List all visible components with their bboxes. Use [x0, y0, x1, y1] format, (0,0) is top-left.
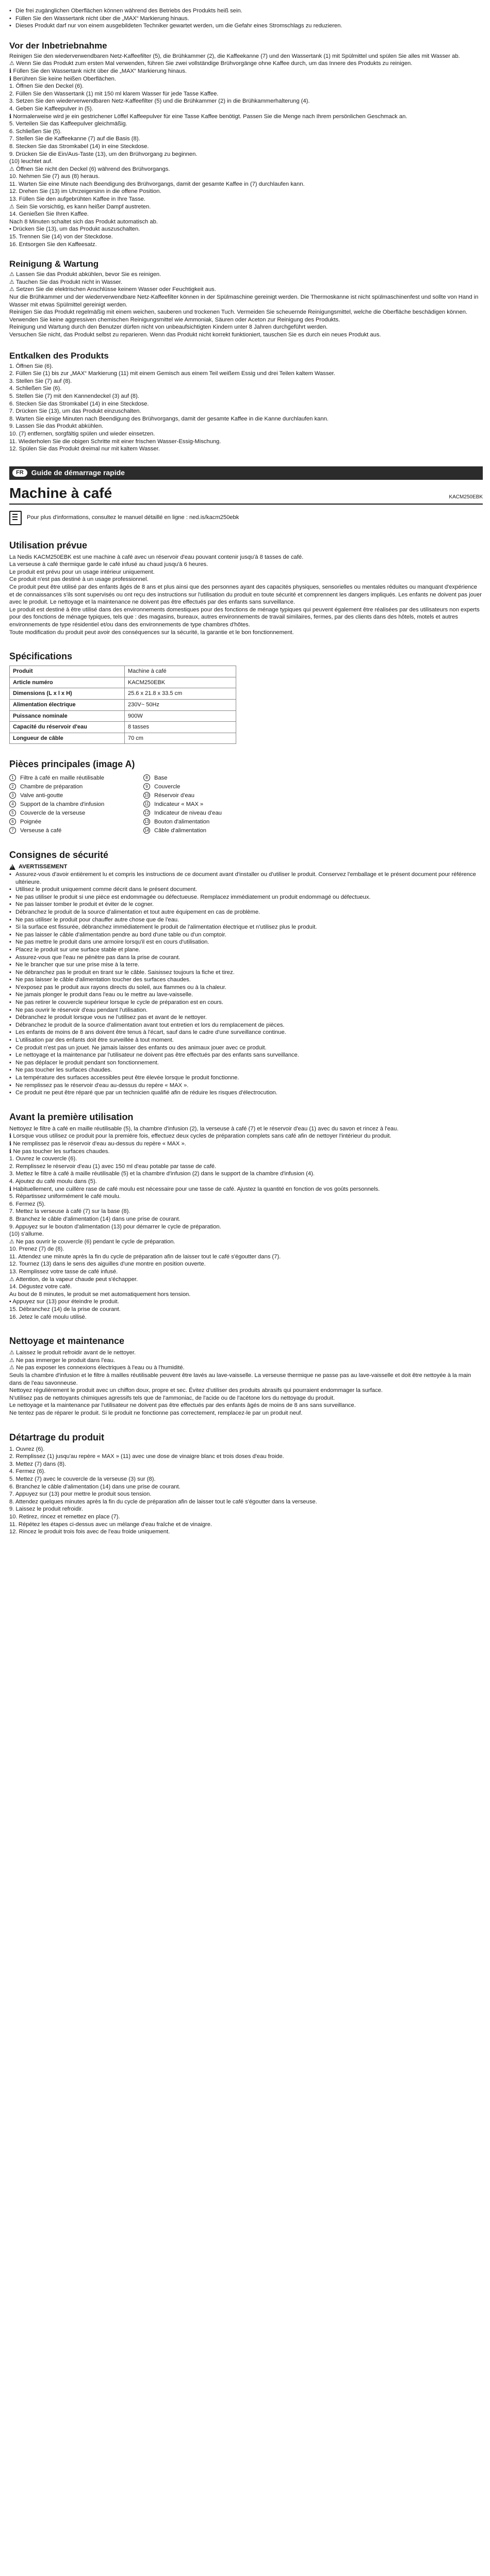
text-line: 4. Schließen Sie (6).: [9, 385, 62, 392]
text-line: 2. Füllen Sie (1) bis zur „MAX“ Markierung (11) mit einem Gemisch aus einem Teil weißem Essig und drei Teilen kaltem Wasser.: [9, 370, 335, 377]
text-line: 8. Stecken Sie das Stromkabel (14) in eine Steckdose.: [9, 143, 149, 150]
text-line: 4. Fermez (6).: [9, 1468, 46, 1475]
text-line: 2. Füllen Sie den Wassertank (1) mit 150 ml klarem Wasser für jede Tasse Kaffee.: [9, 90, 219, 97]
part-number: 2: [9, 783, 16, 790]
text-line: • Ne pas retirer le couvercle supérieur lorsque le cycle de préparation est en cours.: [9, 999, 483, 1007]
part-item: [9, 773, 143, 782]
text-line: 11. Warten Sie eine Minute nach Beendigung des Brühvorgangs, damit der gesamte Kaffee in (7) durchlaufen kann.: [9, 181, 305, 187]
part-label: Filtre à café en maille réutilisable: [20, 774, 104, 781]
part-label: Verseuse à café: [20, 827, 62, 834]
text-line: • Ne pas laisser le câble d'alimentation pendre au bord d'une table ou d'un comptoir.: [9, 931, 483, 939]
text-line: • N'exposez pas le produit aux rayons directs du soleil, aux flammes ou à la chaleur.: [9, 984, 483, 992]
de-first-use-steps: [9, 60, 483, 248]
text-line: 4. Geben Sie Kaffeepulver in (5).: [9, 105, 93, 112]
part-number: 14: [143, 827, 150, 834]
text-line: • Ne pas laisser tomber le produit et éviter de le cogner.: [9, 901, 483, 909]
de-top-bullets: [9, 7, 483, 30]
text-line: • Ne le brancher que sur une prise mise à la terre.: [9, 961, 483, 969]
part-label: Poignée: [20, 818, 42, 825]
text-line: • Assurez-vous d'avoir entièrement lu et compris les instructions de ce document avant d'installer ou d'utiliser le produit. Conservez l'emballage et le présent document pour référence ultérieure.: [9, 871, 483, 886]
spec-key: Capacité du réservoir d'eau: [10, 722, 125, 733]
text-line: • Ne pas utiliser le produit pour chauffer autre chose que de l'eau.: [9, 916, 483, 924]
text-line: • Ne pas mettre le produit dans une armoire lorsqu'il est en cours d'utilisation.: [9, 938, 483, 946]
language-badge: FR: [12, 469, 27, 477]
text-line: Nur die Brühkammer und der wiederverwendbare Netz-Kaffeefilter können in der Spülmaschine gereinigt werden. Die Thermoskanne ist nicht spülmaschinenfest und sollte von Hand in Wasser mit etwas Spülmittel gereinigt werden.: [9, 294, 479, 308]
text-line: 11. Répétez les étapes ci-dessus avec un mélange d'eau fraîche et de vinaigre.: [9, 1521, 213, 1528]
language-bar: [9, 466, 483, 480]
text-line: 7. Mettez la verseuse à café (7) sur la base (8).: [9, 1208, 130, 1215]
part-label: Réservoir d'eau: [154, 792, 195, 799]
text-line: • Ne pas utiliser le produit si une pièce est endommagée ou défectueuse. Remplacez immédiatement un produit endommagé ou défectueux.: [9, 894, 483, 901]
text-line: La Nedis KACM250EBK est une machine à café avec un réservoir d'eau pouvant contenir jusqu'à 8 tasses de café.: [9, 554, 304, 560]
spec-key: Puissance nominale: [10, 710, 125, 722]
part-label: Bouton d'alimentation: [154, 818, 210, 825]
language-bar-title: Guide de démarrage rapide: [31, 468, 125, 477]
part-number: 12: [143, 809, 150, 816]
text-line: • Ne pas ouvrir le réservoir d'eau pendant l'utilisation.: [9, 1007, 483, 1014]
spec-row: [10, 677, 236, 688]
fr-safety-list: [9, 871, 483, 1097]
section-heading: Utilisation prévue: [9, 540, 88, 550]
part-number: 1: [9, 774, 16, 781]
text-line: 13. Füllen Sie den aufgebrühten Kaffee in Ihre Tasse.: [9, 196, 145, 203]
text-line: 8. Branchez le câble d'alimentation (14) dans une prise de courant.: [9, 1216, 181, 1222]
text-line: 16. Entsorgen Sie den Kaffeesatz.: [9, 241, 97, 248]
text-line: 3. Mettez le filtre à café à maille réutilisable (5) et la chambre d'infusion (2) dans le support de la chambre d'infusion (4).: [9, 1171, 315, 1177]
part-item: [143, 782, 277, 791]
text-line: 13. Remplissez votre tasse de café infusé.: [9, 1269, 118, 1275]
part-item: [143, 826, 277, 835]
spec-value: 230V~ 50Hz: [125, 700, 236, 711]
text-line: • Drücken Sie (13), um das Produkt auszuschalten.: [9, 226, 140, 233]
text-line: Reinigung und Wartung durch den Benutzer dürfen nicht von unbeaufsichtigten Kindern unter 8 Jahren durchgeführt werden.: [9, 324, 328, 331]
section-heading: Avant la première utilisation: [9, 1111, 134, 1122]
parts-column-left: [9, 773, 143, 835]
text-line: • Ne débranchez pas le produit en tirant sur le câble. Saisissez toujours la fiche et tirez.: [9, 969, 483, 977]
text-line: 9. Drücken Sie die Ein/Aus-Taste (13), um den Brühvorgang zu beginnen.: [9, 151, 198, 157]
text-line: • L'utilisation par des enfants doit être surveillée à tout moment.: [9, 1036, 483, 1044]
text-line: • La température des surfaces accessibles peut être élevée lorsque le produit fonctionne.: [9, 1074, 483, 1082]
text-line: 10. (7) entfernen, sorgfältig spülen und wieder einsetzen.: [9, 430, 155, 437]
text-line: 15. Trennen Sie (14) von der Steckdose.: [9, 234, 113, 240]
text-line: 3. Setzen Sie den wiederverwendbaren Netz-Kaffeefilter (5) und die Brühkammer (2) in die Brühkammerhalterung (4).: [9, 98, 310, 105]
text-line: 3. Stellen Sie (7) auf (8).: [9, 378, 72, 384]
part-item: [143, 791, 277, 800]
divider: [9, 504, 483, 505]
text-line: Nettoyez régulièrement le produit avec un chiffon doux, propre et sec. Évitez d'utiliser des produits abrasifs qui pourraient endommager la surface.: [9, 1387, 383, 1394]
part-number: 8: [143, 774, 150, 781]
text-line: • Débranchez le produit de la source d'alimentation et tout autre équipement en cas de problème.: [9, 909, 483, 916]
text-line: 7. Appuyez sur (13) pour mettre le produit sous tension.: [9, 1491, 152, 1498]
text-line: ℹ Füllen Sie den Wassertank nicht über die „MAX“ Markierung hinaus.: [9, 68, 187, 74]
text-line: 12. Rincez le produit trois fois avec de l'eau froide uniquement.: [9, 1529, 170, 1535]
text-line: 5. Mettez (7) avec le couvercle de la verseuse (3) sur (8).: [9, 1476, 156, 1482]
fr-intended-use: [9, 554, 483, 637]
text-line: 1. Öffnen Sie (6).: [9, 363, 53, 369]
text-line: Nach 8 Minuten schaltet sich das Produkt automatisch ab.: [9, 218, 158, 225]
text-line: 9. Lassen Sie das Produkt abkühlen.: [9, 423, 104, 430]
text-line: ⚠ Ne pas exposer les connexions électriques à l'eau ou à l'humidité.: [9, 1365, 185, 1371]
text-line: 4. Ajoutez du café moulu dans (5).: [9, 1178, 97, 1185]
text-line: Le nettoyage et la maintenance par l'utilisateur ne doivent pas être effectués par des enfants âgés de moins de 8 ans sans surveillance.: [9, 1402, 356, 1409]
part-label: Base: [154, 774, 168, 781]
text-line: • Die frei zugänglichen Oberflächen können während des Betriebs des Produkts heiß sein.: [9, 7, 483, 15]
text-line: 12. Spülen Sie das Produkt dreimal nur mit kaltem Wasser.: [9, 446, 160, 452]
part-item: [143, 808, 277, 817]
text-line: Le produit est destiné à être utilisé dans des environnements domestiques pour des fonctions de ménage typiques qui peuvent également être réalisées par des utilisateurs non experts pour des fonctions de ménage typiques, tels que : des magasins, bureaux, autres environnements de travail similaires, fermes, par des clients dans des hôtels, motels et autres environnements de type résidentiel et/ou dans des environnements de type chambres d'hôtes.: [9, 606, 480, 628]
text-line: N'utilisez pas de nettoyants chimiques agressifs tels que de l'ammoniac, de l'acide ou de l'acétone lors du nettoyage du produit.: [9, 1395, 335, 1401]
spec-row: [10, 666, 236, 677]
part-number: 9: [143, 783, 150, 790]
text-line: (10) leuchtet auf.: [9, 158, 53, 165]
text-line: 1. Öffnen Sie den Deckel (6).: [9, 83, 84, 90]
text-line: 1. Ouvrez le couvercle (6).: [9, 1156, 77, 1162]
parts-column-right: [143, 773, 277, 835]
spec-table: [9, 666, 236, 744]
text-line: 15. Débranchez (14) de la prise de courant.: [9, 1306, 121, 1313]
product-title: Machine à café: [9, 484, 112, 501]
text-line: 8. Warten Sie einige Minuten nach Beendigung des Brühvorgangs, damit der gesamte Kaffee in die Kanne durchlaufen kann.: [9, 415, 329, 422]
spec-key: Produit: [10, 666, 125, 677]
de-descale-steps: [9, 363, 483, 453]
section-heading: Consignes de sécurité: [9, 850, 109, 861]
section-heading: Détartrage du produit: [9, 1432, 105, 1443]
text-line: 6. Schließen Sie (5).: [9, 128, 62, 135]
part-number: 7: [9, 827, 16, 834]
spec-key: Alimentation électrique: [10, 700, 125, 711]
text-line: • Füllen Sie den Wassertank nicht über die „MAX“ Markierung hinaus.: [9, 15, 483, 23]
text-line: 6. Fermez (5).: [9, 1201, 46, 1207]
text-line: ℹ Ne remplissez pas le réservoir d'eau au-dessus du repère « MAX ».: [9, 1140, 186, 1147]
part-item: [9, 826, 143, 835]
part-number: 3: [9, 792, 16, 799]
text-line: ⚠ Ne pas ouvrir le couvercle (6) pendant le cycle de préparation.: [9, 1238, 175, 1245]
text-line: Ce produit n'est pas destiné à un usage professionnel.: [9, 576, 149, 583]
text-line: (10) s'allume.: [9, 1231, 44, 1238]
text-line: • Utilisez le produit uniquement comme décrit dans le présent document.: [9, 886, 483, 894]
warning-label: AVERTISSEMENT: [19, 864, 68, 870]
text-line: ⚠ Lassen Sie das Produkt abkühlen, bevor Sie es reinigen.: [9, 271, 161, 278]
model-number: KACM250EBK: [449, 494, 483, 500]
part-number: 5: [9, 809, 16, 816]
text-line: 5. Répartissez uniformément le café moulu.: [9, 1193, 121, 1200]
text-line: • Placez le produit sur une surface stable et plane.: [9, 946, 483, 954]
part-item: [143, 800, 277, 808]
text-line: 2. Remplissez le réservoir d'eau (1) avec 150 ml d'eau potable par tasse de café.: [9, 1163, 217, 1170]
manual-book-icon: [9, 511, 22, 525]
text-line: 5. Verteilen Sie das Kaffeepulver gleichmäßig.: [9, 121, 127, 127]
spec-row: [10, 733, 236, 744]
text-line: 14. Dégustez votre café.: [9, 1284, 72, 1290]
online-manual-note: [9, 511, 483, 525]
text-line: 10. Prenez (7) de (8).: [9, 1246, 64, 1253]
product-header: [9, 485, 483, 501]
part-item: [9, 782, 143, 791]
part-number: 11: [143, 801, 150, 807]
section-heading: Entkalken des Produkts: [9, 350, 109, 361]
part-label: Valve anti-goutte: [20, 792, 63, 799]
text-line: Toute modification du produit peut avoir des conséquences sur la sécurité, la garantie et le bon fonctionnement.: [9, 629, 294, 636]
text-line: ⚠ Wenn Sie das Produkt zum ersten Mal verwenden, führen Sie zwei vollständige Brühvorgänge ohne Kaffee durch, um das Innere des Produkts zu reinigen.: [9, 60, 413, 67]
text-line: 2. Remplissez (1) jusqu'au repère « MAX » (11) avec une dose de vinaigre blanc et trois doses d'eau froide.: [9, 1453, 284, 1460]
text-line: • Ne pas toucher les surfaces chaudes.: [9, 1066, 483, 1074]
text-line: Reinigen Sie den wiederverwendbaren Netz-Kaffeefilter (5), die Brühkammer (2), die Kaffeekanne (7) und den Wassertank (1) mit Spülmittel und spülen Sie alles mit Wasser ab.: [9, 53, 460, 59]
text-line: 6. Stecken Sie das Stromkabel (14) in eine Steckdose.: [9, 400, 149, 407]
text-line: 5. Stellen Sie (7) mit den Kannendeckel (3) auf (8).: [9, 393, 139, 399]
text-line: 3. Mettez (7) dans (8).: [9, 1461, 67, 1467]
part-label: Couvercle: [154, 783, 181, 790]
text-line: • Le nettoyage et la maintenance par l'utilisateur ne doivent pas être effectués par des enfants sans surveillance.: [9, 1051, 483, 1059]
text-line: ⚠ Attention, de la vapeur chaude peut s'échapper.: [9, 1276, 138, 1283]
de-maintenance-lines: [9, 271, 483, 338]
spec-key: Article numéro: [10, 677, 125, 688]
warning-heading: [9, 863, 483, 871]
parts-list: [9, 773, 483, 835]
text-line: • Appuyez sur (13) pour éteindre le produit.: [9, 1299, 119, 1305]
text-line: • Assurez-vous que l'eau ne pénètre pas dans la prise de courant.: [9, 954, 483, 962]
spec-row: [10, 710, 236, 722]
spec-value: 25.6 x 21.8 x 33.5 cm: [125, 688, 236, 700]
text-line: • Les enfants de moins de 8 ans doivent être tenus à l'écart, sauf dans le cadre d'une surveillance continue.: [9, 1029, 483, 1036]
text-line: Reinigen Sie das Produkt regelmäßig mit einem weichen, sauberen und trockenen Tuch. Vermeiden Sie scheuernde Reinigungsmittel, welche die Oberfläche beschädigen können.: [9, 309, 468, 316]
warning-icon: [9, 864, 15, 870]
text-line: • Débranchez le produit lorsque vous ne l'utilisez pas et avant de le nettoyer.: [9, 1014, 483, 1022]
text-line: 9. Appuyez sur le bouton d'alimentation (13) pour démarrer le cycle de préparation.: [9, 1223, 221, 1230]
part-label: Couvercle de la verseuse: [20, 809, 86, 816]
spec-key: Longueur de câble: [10, 733, 125, 744]
part-item: [143, 773, 277, 782]
text-line: 1. Ouvrez (6).: [9, 1446, 45, 1452]
text-line: Ce produit peut être utilisé par des enfants âgés de 8 ans et plus ainsi que des personnes ayant des capacités physiques, sensorielles ou mentales réduites ou manquant d'expérience et de connaissances s'ils sont supervisés ou ont reçu des instructions sur l'utilisation du produit en toute sécurité et comprennent les dangers impliqués. Les enfants ne doivent pas jouer avec le produit. Le nettoyage et la maintenance ne doivent pas être effectués par des enfants sans surveillance.: [9, 584, 482, 606]
text-line: ⚠ Setzen Sie die elektrischen Anschlüsse keinem Wasser oder Feuchtigkeit aus.: [9, 286, 216, 293]
text-line: 7. Stellen Sie die Kaffeekanne (7) auf die Basis (8).: [9, 136, 140, 142]
part-label: Chambre de préparation: [20, 783, 83, 790]
part-label: Indicateur de niveau d'eau: [154, 809, 222, 816]
text-line: ℹ Ne pas toucher les surfaces chaudes.: [9, 1148, 110, 1155]
text-line: ℹ Berühren Sie keine heißen Oberflächen.: [9, 75, 116, 82]
part-item: [143, 817, 277, 826]
text-line: ℹ Lorsque vous utilisez ce produit pour la première fois, effectuez deux cycles de préparation complets sans café afin de nettoyer l'intérieur du produit.: [9, 1133, 391, 1140]
text-line: • Débranchez le produit de la source d'alimentation avant tout entretien et lors du remplacement de pièces.: [9, 1022, 483, 1029]
text-line: La verseuse à café thermique garde le café infusé au chaud jusqu'à 6 heures.: [9, 561, 208, 568]
text-line: • Ce produit ne peut être réparé que par un technicien qualifié afin de réduire les risques d'électrocution.: [9, 1089, 483, 1097]
fr-descale-steps: [9, 1446, 483, 1536]
online-manual-text: Pour plus d'informations, consultez le manuel détaillé en ligne : ned.is/kacm250ebk: [27, 514, 239, 521]
section-heading: Nettoyage et maintenance: [9, 1336, 125, 1347]
text-line: Le produit est prévu pour un usage intérieur uniquement.: [9, 569, 155, 575]
text-line: ⚠ Sein Sie vorsichtig, es kann heißer Dampf austreten.: [9, 203, 151, 210]
spec-key: Dimensions (L x l x H): [10, 688, 125, 700]
text-line: Seuls la chambre d'infusion et le filtre à mailles réutilisable peuvent être lavés au lave-vaisselle. La verseuse thermique ne passe pas au lave-vaisselle et doit être nettoyée à la main dans de l'eau savonneuse.: [9, 1372, 471, 1386]
section-heading: Pièces principales (image A): [9, 759, 135, 770]
text-line: • Dieses Produkt darf nur von einem ausgebildeten Techniker gewartet werden, um die Gefahr eines Stromschlags zu reduzieren.: [9, 22, 483, 30]
spec-row: [10, 688, 236, 700]
text-line: ⚠ Ne pas immerger le produit dans l'eau.: [9, 1357, 115, 1364]
text-line: • Ne remplissez pas le réservoir d'eau au-dessus du repère « MAX ».: [9, 1082, 483, 1090]
text-line: 10. Retirez, rincez et remettez en place (7).: [9, 1513, 120, 1520]
text-line: 16. Jetez le café moulu utilisé.: [9, 1314, 87, 1320]
text-line: 14. Genießen Sie Ihren Kaffee.: [9, 211, 89, 218]
part-number: 13: [143, 818, 150, 825]
text-line: 11. Wiederholen Sie die obigen Schritte mit einer frischen Wasser-Essig-Mischung.: [9, 438, 221, 445]
part-item: [9, 791, 143, 800]
text-line: • Ne pas déplacer le produit pendant son fonctionnement.: [9, 1059, 483, 1067]
text-line: 8. Attendez quelques minutes après la fin du cycle de préparation afin de laisser tout le café s'égoutter dans la verseuse.: [9, 1498, 317, 1505]
part-label: Support de la chambre d'infusion: [20, 801, 105, 807]
fr-first-use-steps: [9, 1125, 483, 1321]
text-line: 9. Laissez le produit refroidir.: [9, 1506, 84, 1513]
text-line: • Ce produit n'est pas un jouet. Ne jamais laisser des enfants ou des animaux jouer avec ce produit.: [9, 1044, 483, 1052]
text-line: Ne tentez pas de réparer le produit. Si le produit ne fonctionne pas correctement, remplacez-le par un produit neuf.: [9, 1409, 303, 1416]
part-item: [9, 800, 143, 808]
text-line: ℹ Normalerweise wird je ein gestrichener Löffel Kaffeepulver für eine Tasse Kaffee benötigt. Passen Sie die Menge nach Ihrem persönlichen Geschmack an.: [9, 113, 407, 120]
text-line: 12. Tournez (13) dans le sens des aiguilles d'une montre en position ouverte.: [9, 1261, 206, 1268]
part-number: 4: [9, 801, 16, 807]
spec-value: 8 tasses: [125, 722, 236, 733]
spec-row: [10, 700, 236, 711]
spec-value: 900W: [125, 710, 236, 722]
spec-value: 70 cm: [125, 733, 236, 744]
text-line: ⚠ Öffnen Sie nicht den Deckel (6) während des Brühvorgangs.: [9, 166, 170, 172]
text-line: Verwenden Sie keine aggressiven chemischen Reinigungsmittel wie Ammoniak, Säuren oder Aceton zur Reinigung des Produkts.: [9, 316, 340, 323]
text-line: • Ne jamais plonger le produit dans l'eau ou le mettre au lave-vaisselle.: [9, 991, 483, 999]
text-line: 11. Attendez une minute après la fin du cycle de préparation afin de laisser tout le café s'égoutter dans (7).: [9, 1253, 281, 1260]
spec-value: KACM250EBK: [125, 677, 236, 688]
section-heading: Vor der Inbetriebnahme: [9, 40, 107, 51]
text-line: ℹ Habituellement, une cuillère rase de café moulu est nécessaire pour une tasse de café. Ajustez la quantité en fonction de vos goûts personnels.: [9, 1186, 380, 1192]
part-item: [9, 808, 143, 817]
text-line: Versuchen Sie nicht, das Produkt selbst zu reparieren. Wenn das Produkt nicht korrekt funktioniert, tauschen Sie es durch ein neues Produkt aus.: [9, 331, 381, 338]
spec-row: [10, 722, 236, 733]
part-label: Câble d'alimentation: [154, 827, 207, 834]
text-line: 12. Drehen Sie (13) im Uhrzeigersinn in die offene Position.: [9, 188, 161, 195]
part-number: 6: [9, 818, 16, 825]
text-line: • Ne pas laisser le câble d'alimentation toucher des surfaces chaudes.: [9, 976, 483, 984]
fr-maintenance-lines: [9, 1349, 483, 1417]
part-number: 10: [143, 792, 150, 799]
text-line: • Si la surface est fissurée, débranchez immédiatement le produit de l'alimentation électrique et n'utilisez plus le produit.: [9, 924, 483, 931]
part-item: [9, 817, 143, 826]
text-line: 10. Nehmen Sie (7) aus (8) heraus.: [9, 173, 100, 180]
text-line: 7. Drücken Sie (13), um das Produkt einzuschalten.: [9, 408, 141, 415]
section-heading: Reinigung & Wartung: [9, 259, 99, 269]
spec-value: Machine à café: [125, 666, 236, 677]
text-line: 6. Branchez le câble d'alimentation (14) dans une prise de courant.: [9, 1483, 181, 1490]
text-line: ⚠ Laissez le produit refroidir avant de le nettoyer.: [9, 1350, 136, 1356]
section-heading: Spécifications: [9, 651, 73, 662]
part-label: Indicateur « MAX »: [154, 801, 204, 807]
text-line: ⚠ Tauchen Sie das Produkt nicht in Wasser.: [9, 279, 122, 285]
text-line: Nettoyez le filtre à café en maille réutilisable (5), la chambre d'infusion (2), la verseuse à café (7) et le réservoir d'eau (1) avec du savon et rincez à l'eau.: [9, 1125, 399, 1132]
text-line: Au bout de 8 minutes, le produit se met automatiquement hors tension.: [9, 1291, 191, 1298]
